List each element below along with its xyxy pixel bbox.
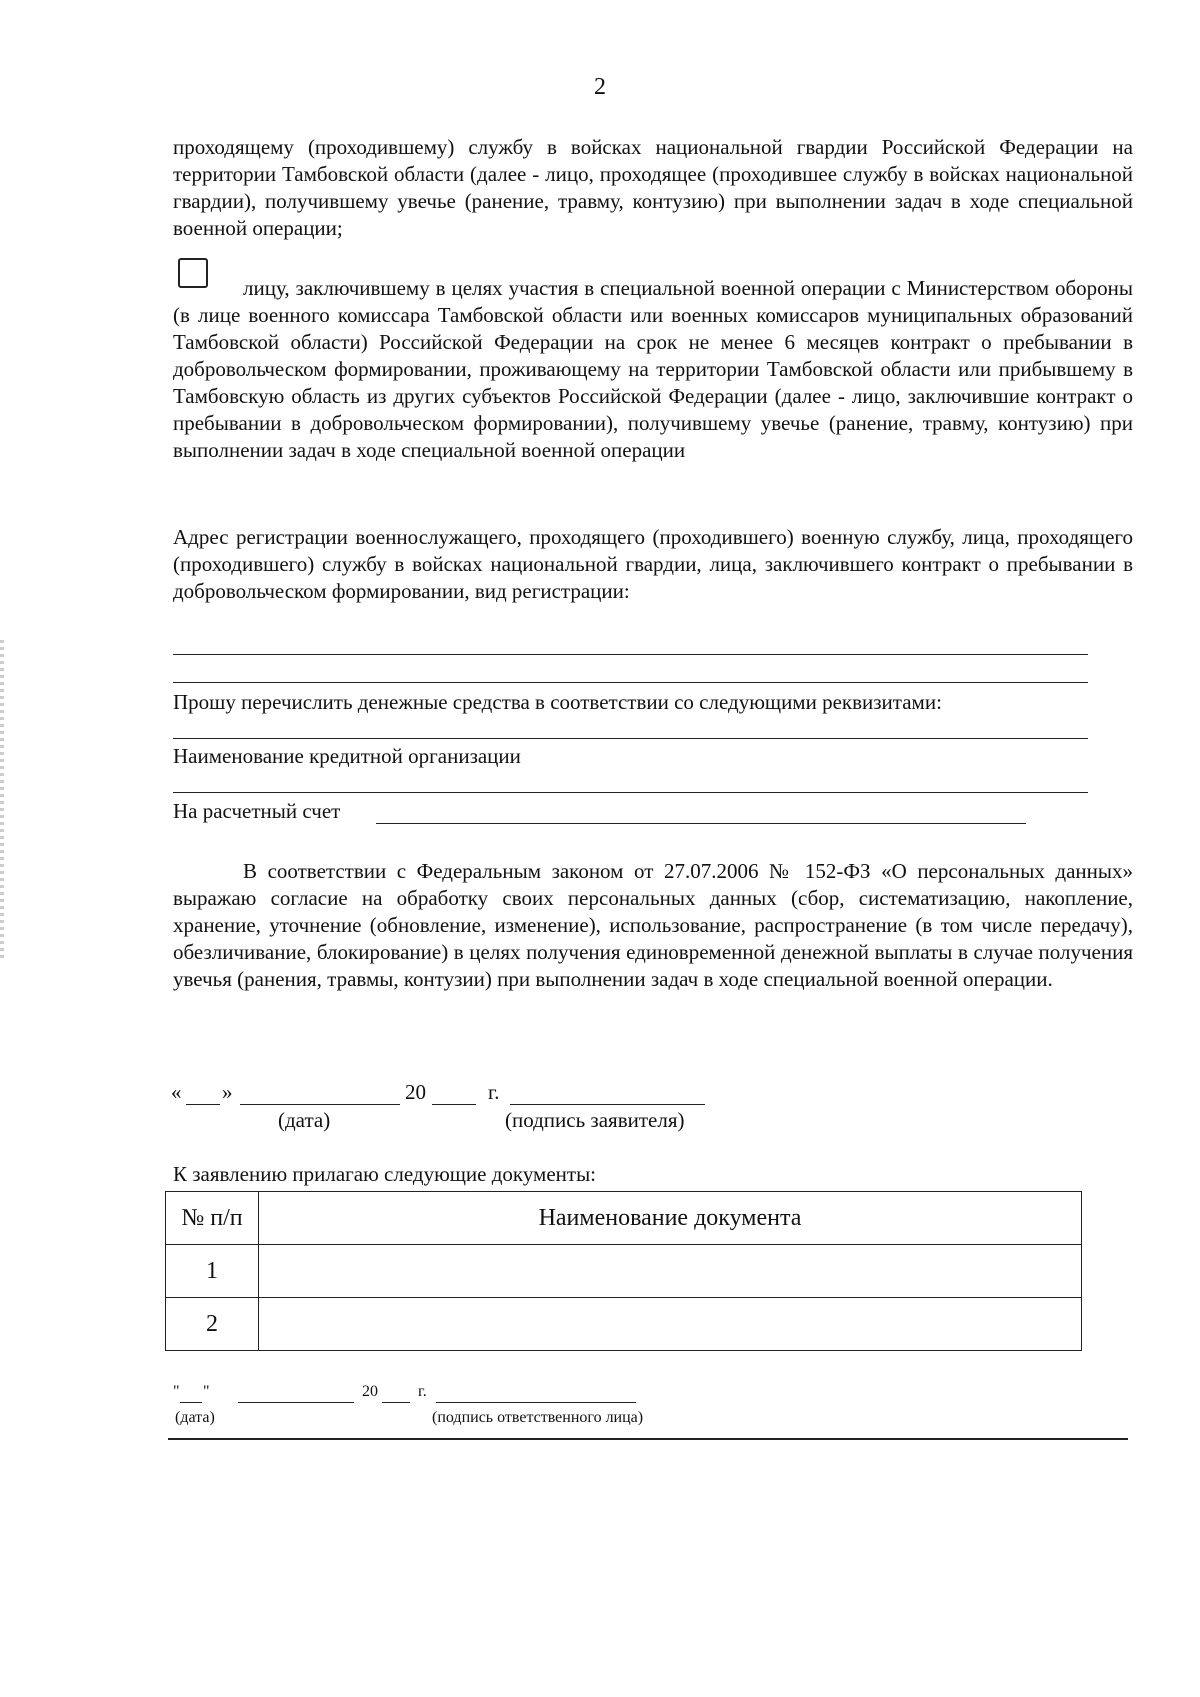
applicant-signature-line[interactable] — [510, 1104, 705, 1105]
scan-margin-artifact — [0, 640, 4, 960]
documents-table-header — [166, 1192, 1082, 1245]
responsible-date-caption: (дата) — [175, 1409, 215, 1426]
responsible-year-prefix: 20 — [362, 1383, 378, 1400]
applicant-signature-caption: (подпись заявителя) — [505, 1108, 685, 1132]
account-field-line[interactable] — [376, 823, 1026, 824]
bank-request-text: Прошу перечислить денежные средства в соответствии со следующими реквизитами: — [173, 690, 942, 714]
documents-intro: К заявлению прилагаю следующие документы: — [173, 1162, 597, 1186]
responsible-year-line[interactable] — [382, 1402, 410, 1403]
bank-request-line[interactable] — [173, 738, 1088, 739]
address-line-1[interactable] — [173, 654, 1088, 655]
bank-name-line[interactable] — [173, 792, 1088, 793]
row-document-name[interactable] — [259, 1245, 1082, 1298]
applicant-day-line[interactable] — [186, 1104, 220, 1105]
applicant-open-quote: « — [171, 1080, 182, 1104]
header-number: № п/п — [166, 1192, 259, 1245]
row-number: 1 — [166, 1245, 259, 1298]
bank-name-label: Наименование кредитной организации — [173, 744, 521, 768]
applicant-close-quote: » — [222, 1080, 233, 1104]
address-line-2[interactable] — [173, 682, 1088, 683]
paragraph-address: Адрес регистрации военнослужащего, проходящего (проходившего) военную службу, лица, проходящего (проходившего) службу в войсках национальной гвардии, лица, заключившего контракт о пребывании в добровольческом формировании, вид регистрации: — [173, 525, 1133, 603]
paragraph-consent: В соответствии с Федеральным законом от 27.07.2006 № 152-ФЗ «О персональных данных» выражаю согласие на обработку своих персональных данных (сбор, систематизацию, накопление, хранение, уточнение (обновление, изменение), использование, распространение (в том числе передачу), обезличивание, блокирование) в целях получения единовременной денежной выплаты в случае получения увечья (ранения, травмы, контузии) при выполнении задач в ходе специальной военной операции. — [173, 859, 1133, 991]
header-document-name: Наименование документа — [259, 1192, 1082, 1245]
paragraph-volunteer: лицу, заключившему в целях участия в специальной военной операции с Министерством обороны (в лице военного комиссара Тамбовской области или военных комиссаров муниципальных образований Тамбовской области) Российской Федерации на срок не менее 6 месяцев контракт о пребывании в добровольческом формировании, проживающему на территории Тамбовской области или прибывшему в Тамбовскую область из других субъектов Российской Федерации (далее - лицо, заключившие контракт о пребывании в добровольческом формировании), получившему увечье (ранение, травму, контузию) при выполнении задач в ходе специальной военной операции — [173, 276, 1133, 462]
paragraph-guard: проходящему (проходившему) службу в войсках национальной гвардии Российской Федерации на территории Тамбовской области (далее - лицо, проходящее (проходившее службу в войсках национальной гвардии), получившему увечье (ранение, травму, контузию) при выполнении задач в ходе специальной военной операции; — [173, 135, 1133, 240]
responsible-month-line[interactable] — [238, 1402, 354, 1403]
row-number: 2 — [166, 1298, 259, 1351]
responsible-close-quote: " — [203, 1383, 210, 1400]
table-row — [166, 1245, 1082, 1298]
responsible-year-suffix: г. — [418, 1383, 427, 1400]
account-label: На расчетный счет — [173, 799, 341, 823]
page-number: 2 — [594, 74, 606, 100]
responsible-signature-line[interactable] — [436, 1402, 636, 1403]
applicant-year-suffix: г. — [488, 1080, 500, 1104]
applicant-date-caption: (дата) — [278, 1108, 331, 1132]
documents-table — [165, 1191, 1082, 1351]
table-row — [166, 1298, 1082, 1351]
responsible-day-line[interactable] — [180, 1402, 202, 1403]
row-document-name[interactable] — [259, 1298, 1082, 1351]
responsible-signature-caption: (подпись ответственного лица) — [432, 1409, 644, 1426]
applicant-year-prefix: 20 — [405, 1080, 426, 1104]
footer-separator — [168, 1438, 1128, 1440]
applicant-year-line[interactable] — [432, 1104, 476, 1105]
responsible-open-quote: " — [173, 1383, 180, 1400]
applicant-month-line[interactable] — [240, 1104, 400, 1105]
